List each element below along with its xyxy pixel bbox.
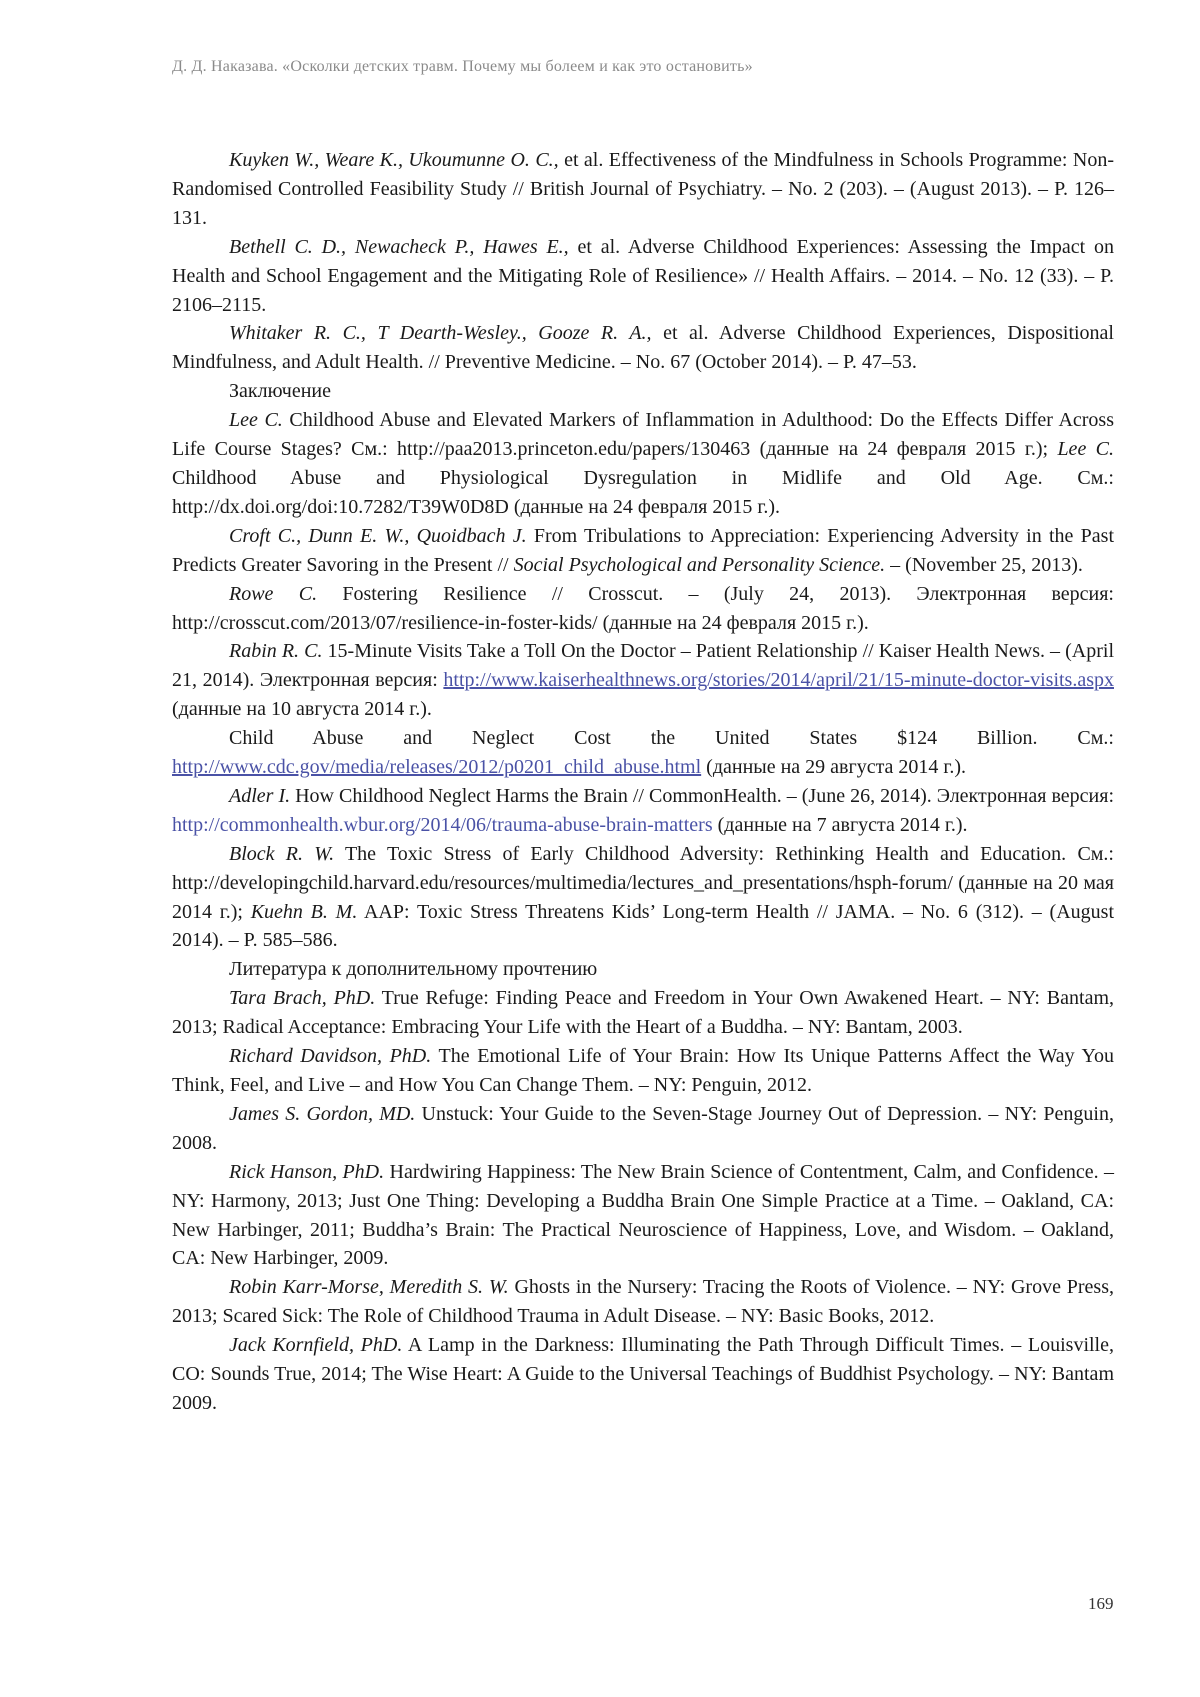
reference-text: True Refuge: Finding Peace and Freedom in Your Own Awakened Heart. – NY: Bantam, 2013; Radical Acceptance: Embracing Your Life with the Heart of a Buddha. – NY: Bantam, 2003. (172, 987, 1115, 1039)
reference-text: (данные на 10 августа 2014 г.). (172, 698, 432, 721)
reference-entry (172, 522, 1114, 580)
reference-author: James S. Gordon, MD. (229, 1102, 416, 1125)
reference-entry (172, 1273, 1114, 1331)
reference-entry (172, 146, 1114, 233)
running-header: Д. Д. Наказава. «Осколки детских травм. Почему мы болеем и как это остановить» (172, 58, 753, 75)
reference-author: Lee C. (1057, 438, 1115, 461)
section-heading: Литература к дополнительному прочтению (229, 958, 598, 981)
reference-entry (172, 984, 1114, 1042)
reference-author: Tara Brach, PhD. (229, 987, 376, 1010)
reference-author: Rowe C. (229, 582, 318, 605)
reference-text: Unstuck: Your Guide to the Seven-Stage Journey Out of Depression. – NY: Penguin, 2008. (172, 1102, 1114, 1154)
reference-text: Child Abuse and Neglect Cost the United States $124 Billion. См.: (229, 727, 1114, 750)
reference-entry (172, 637, 1114, 724)
reference-text: From Tribulations to Appreciation: Experiencing Adversity in the Past Predicts Greater Savoring in the Present // (172, 524, 1114, 576)
reference-text: Childhood Abuse and Physiological Dysregulation in Midlife and Old Age. См.: http://dx.doi.org/doi:10.7282/T39W0D8D (данные на 24 февраля 2015 г.). (172, 466, 1114, 518)
reference-author: Block R. W. (229, 842, 335, 865)
reference-entry (172, 724, 1114, 782)
reference-entry (172, 580, 1114, 638)
reference-text: et al. Adverse Childhood Experiences: Assessing the Impact on Health and School Engagement and the Mitigating Role of Resilience» // Health Affairs. – 2014. – No. 12 (33). – P. 2106–2115. (172, 235, 1114, 316)
reference-author: Croft C., Dunn E. W., Quoidbach J. (229, 524, 527, 547)
reference-link[interactable]: http://commonhealth.wbur.org/2014/06/trauma-abuse-brain-matters (172, 813, 713, 836)
reference-entry (172, 840, 1114, 956)
reference-entry (172, 406, 1114, 522)
reference-entry (172, 233, 1114, 320)
reference-text: The Toxic Stress of Early Childhood Adversity: Rethinking Health and Education. См.: http://developingchild.harvard.edu/resources/multimedia/lectures_and_presentations/hsph-forum/ (данные на 20 мая 2014 г.); (172, 842, 1114, 923)
reference-author: Rick Hanson, PhD. (229, 1160, 385, 1183)
reference-text: (данные на 29 августа 2014 г.). (701, 756, 967, 779)
reference-text: AAP: Toxic Stress Threatens Kids’ Long-term Health // JAMA. – No. 6 (312). – (August 2014). – P. 585–586. (172, 900, 1114, 952)
reference-author: Whitaker R. C., T Dearth-Wesley., Gooze R. A., (229, 322, 652, 345)
reference-text: et al. Adverse Childhood Experiences, Dispositional Mindfulness, and Adult Health. // Preventive Medicine. – No. 67 (October 2014). – P. 47–53. (172, 322, 1114, 374)
bibliography (172, 146, 1114, 1418)
reference-author: Rabin R. C. (229, 640, 323, 663)
reference-text: The Emotional Life of Your Brain: How Its Unique Patterns Affect the Way You Think, Feel, and Live – and How You Can Change Them. – NY: Penguin, 2012. (172, 1045, 1114, 1096)
reference-link[interactable]: http://www.kaiserhealthnews.org/stories/2014/april/21/15-minute-doctor-visits.aspx (443, 669, 1114, 692)
reference-link[interactable]: http://www.cdc.gov/media/releases/2012/p0201_child_abuse.html (172, 756, 702, 779)
reference-entry (172, 1331, 1114, 1418)
reference-text: Fostering Resilience // Crosscut. – (July 24, 2013). Электронная версия: http://crosscut.com/2013/07/resilience-in-foster-kids/ (данные на 24 февраля 2015 г.). (172, 582, 1114, 634)
reference-entry (172, 1100, 1114, 1158)
reference-text: A Lamp in the Darkness: Illuminating the Path Through Difficult Times. – Louisville, CO: Sounds True, 2014; The Wise Heart: A Guide to the Universal Teachings of Buddhist Psychology. – NY: Bantam 2009. (172, 1334, 1114, 1414)
section-heading: Заключение (229, 380, 331, 403)
reference-entry (172, 1158, 1114, 1274)
reference-text: – (November 25, 2013). (885, 553, 1083, 576)
reference-journal: Social Psychological and Personality Science. (513, 553, 886, 576)
reference-author: Lee C. (229, 409, 283, 432)
reference-author: Bethell C. D., Newacheck P., Hawes E., (229, 235, 569, 258)
reference-text: 15-Minute Visits Take a Toll On the Doctor – Patient Relationship // Kaiser Health News. – (April 21, 2014). Электронная версия: (172, 640, 1114, 692)
reference-text: Hardwiring Happiness: The New Brain Science of Contentment, Calm, and Confidence. – NY: Harmony, 2013; Just One Thing: Developing a Buddha Brain One Simple Practice at a Time. – Oakland, CA: New Harbinger, 2011; Buddha’s Brain: The Practical Neuroscience of Happiness, Love, and Wisdom. – Oakland, CA: New Harbinger, 2009. (172, 1160, 1114, 1270)
reference-author: Jack Kornfield, PhD. (229, 1334, 403, 1357)
reference-text: Ghosts in the Nursery: Tracing the Roots of Violence. – NY: Grove Press, 2013; Scared Sick: The Role of Childhood Trauma in Adult Disease. – NY: Basic Books, 2012. (172, 1276, 1114, 1328)
reference-author: Kuyken W., Weare K., Ukoumunne O. C., (229, 149, 559, 171)
reference-text: Childhood Abuse and Elevated Markers of Inflammation in Adulthood: Do the Effects Differ Across Life Course Stages? См.: http://paa2013.princeton.edu/papers/130463 (данные на 24 февраля 2015 г.); (172, 409, 1114, 461)
reference-author: Richard Davidson, PhD. (229, 1045, 432, 1068)
reference-entry (172, 319, 1114, 377)
reference-text: (данные на 7 августа 2014 г.). (712, 813, 968, 836)
page-number: 169 (1088, 1594, 1114, 1613)
reference-author: Adler I. (229, 784, 291, 807)
reference-text: How Childhood Neglect Harms the Brain // CommonHealth. – (June 26, 2014). Электронная версия: (290, 784, 1115, 807)
reference-entry (172, 782, 1114, 840)
reference-entry (172, 1042, 1114, 1100)
reference-text: et al. Effectiveness of the Mindfulness in Schools Programme: Non-Randomised Controlled Feasibility Study // British Journal of Psychiatry. – No. 2 (203). – (August 2013). – P. 126–131. (172, 149, 1114, 229)
reference-author: Robin Karr-Morse, Meredith S. W. (229, 1276, 509, 1299)
reference-author: Kuehn B. M. (250, 900, 358, 923)
